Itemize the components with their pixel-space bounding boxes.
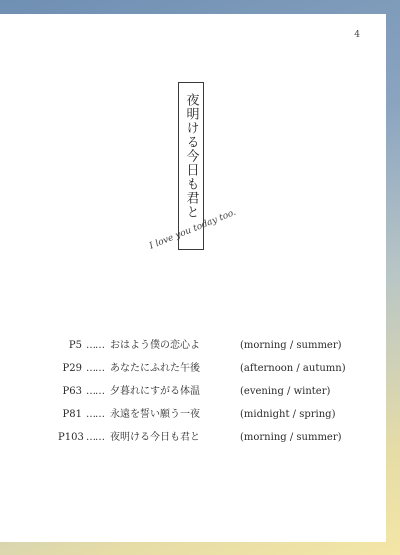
script-subtitle: I love you today too. — [148, 207, 238, 252]
toc-row — [58, 357, 348, 380]
toc-page: P81 — [62, 409, 82, 420]
toc-season: (afternoon / autumn) — [240, 363, 346, 374]
book-title: 夜明ける今日も君と — [183, 93, 199, 219]
toc-season: (midnight / spring) — [240, 409, 336, 420]
toc-row — [58, 403, 348, 426]
book-page — [0, 14, 386, 542]
toc-row — [58, 334, 348, 357]
toc-title: 夜明ける今日も君と — [110, 432, 200, 443]
toc-title: 夕暮れにすがる体温 — [110, 386, 200, 397]
toc-season: (morning / summer) — [240, 340, 342, 351]
toc-leader: …… — [86, 386, 104, 397]
page-number: 4 — [354, 30, 360, 40]
toc-title: おはよう僕の恋心よ — [110, 340, 200, 351]
toc-title: 永遠を誓い願う一夜 — [110, 409, 200, 420]
toc-page: P103 — [58, 432, 84, 443]
toc-title: あなたにふれた午後 — [110, 363, 200, 374]
toc-leader: …… — [86, 363, 104, 374]
toc-leader: …… — [86, 340, 104, 351]
toc-season: (morning / summer) — [240, 432, 342, 443]
toc-season: (evening / winter) — [240, 386, 331, 397]
table-of-contents — [58, 334, 348, 449]
toc-leader: …… — [86, 432, 104, 443]
toc-row — [58, 380, 348, 403]
toc-leader: …… — [86, 409, 104, 420]
toc-page: P5 — [68, 340, 82, 351]
toc-page: P63 — [62, 386, 82, 397]
toc-page: P29 — [62, 363, 82, 374]
toc-row — [58, 426, 348, 449]
